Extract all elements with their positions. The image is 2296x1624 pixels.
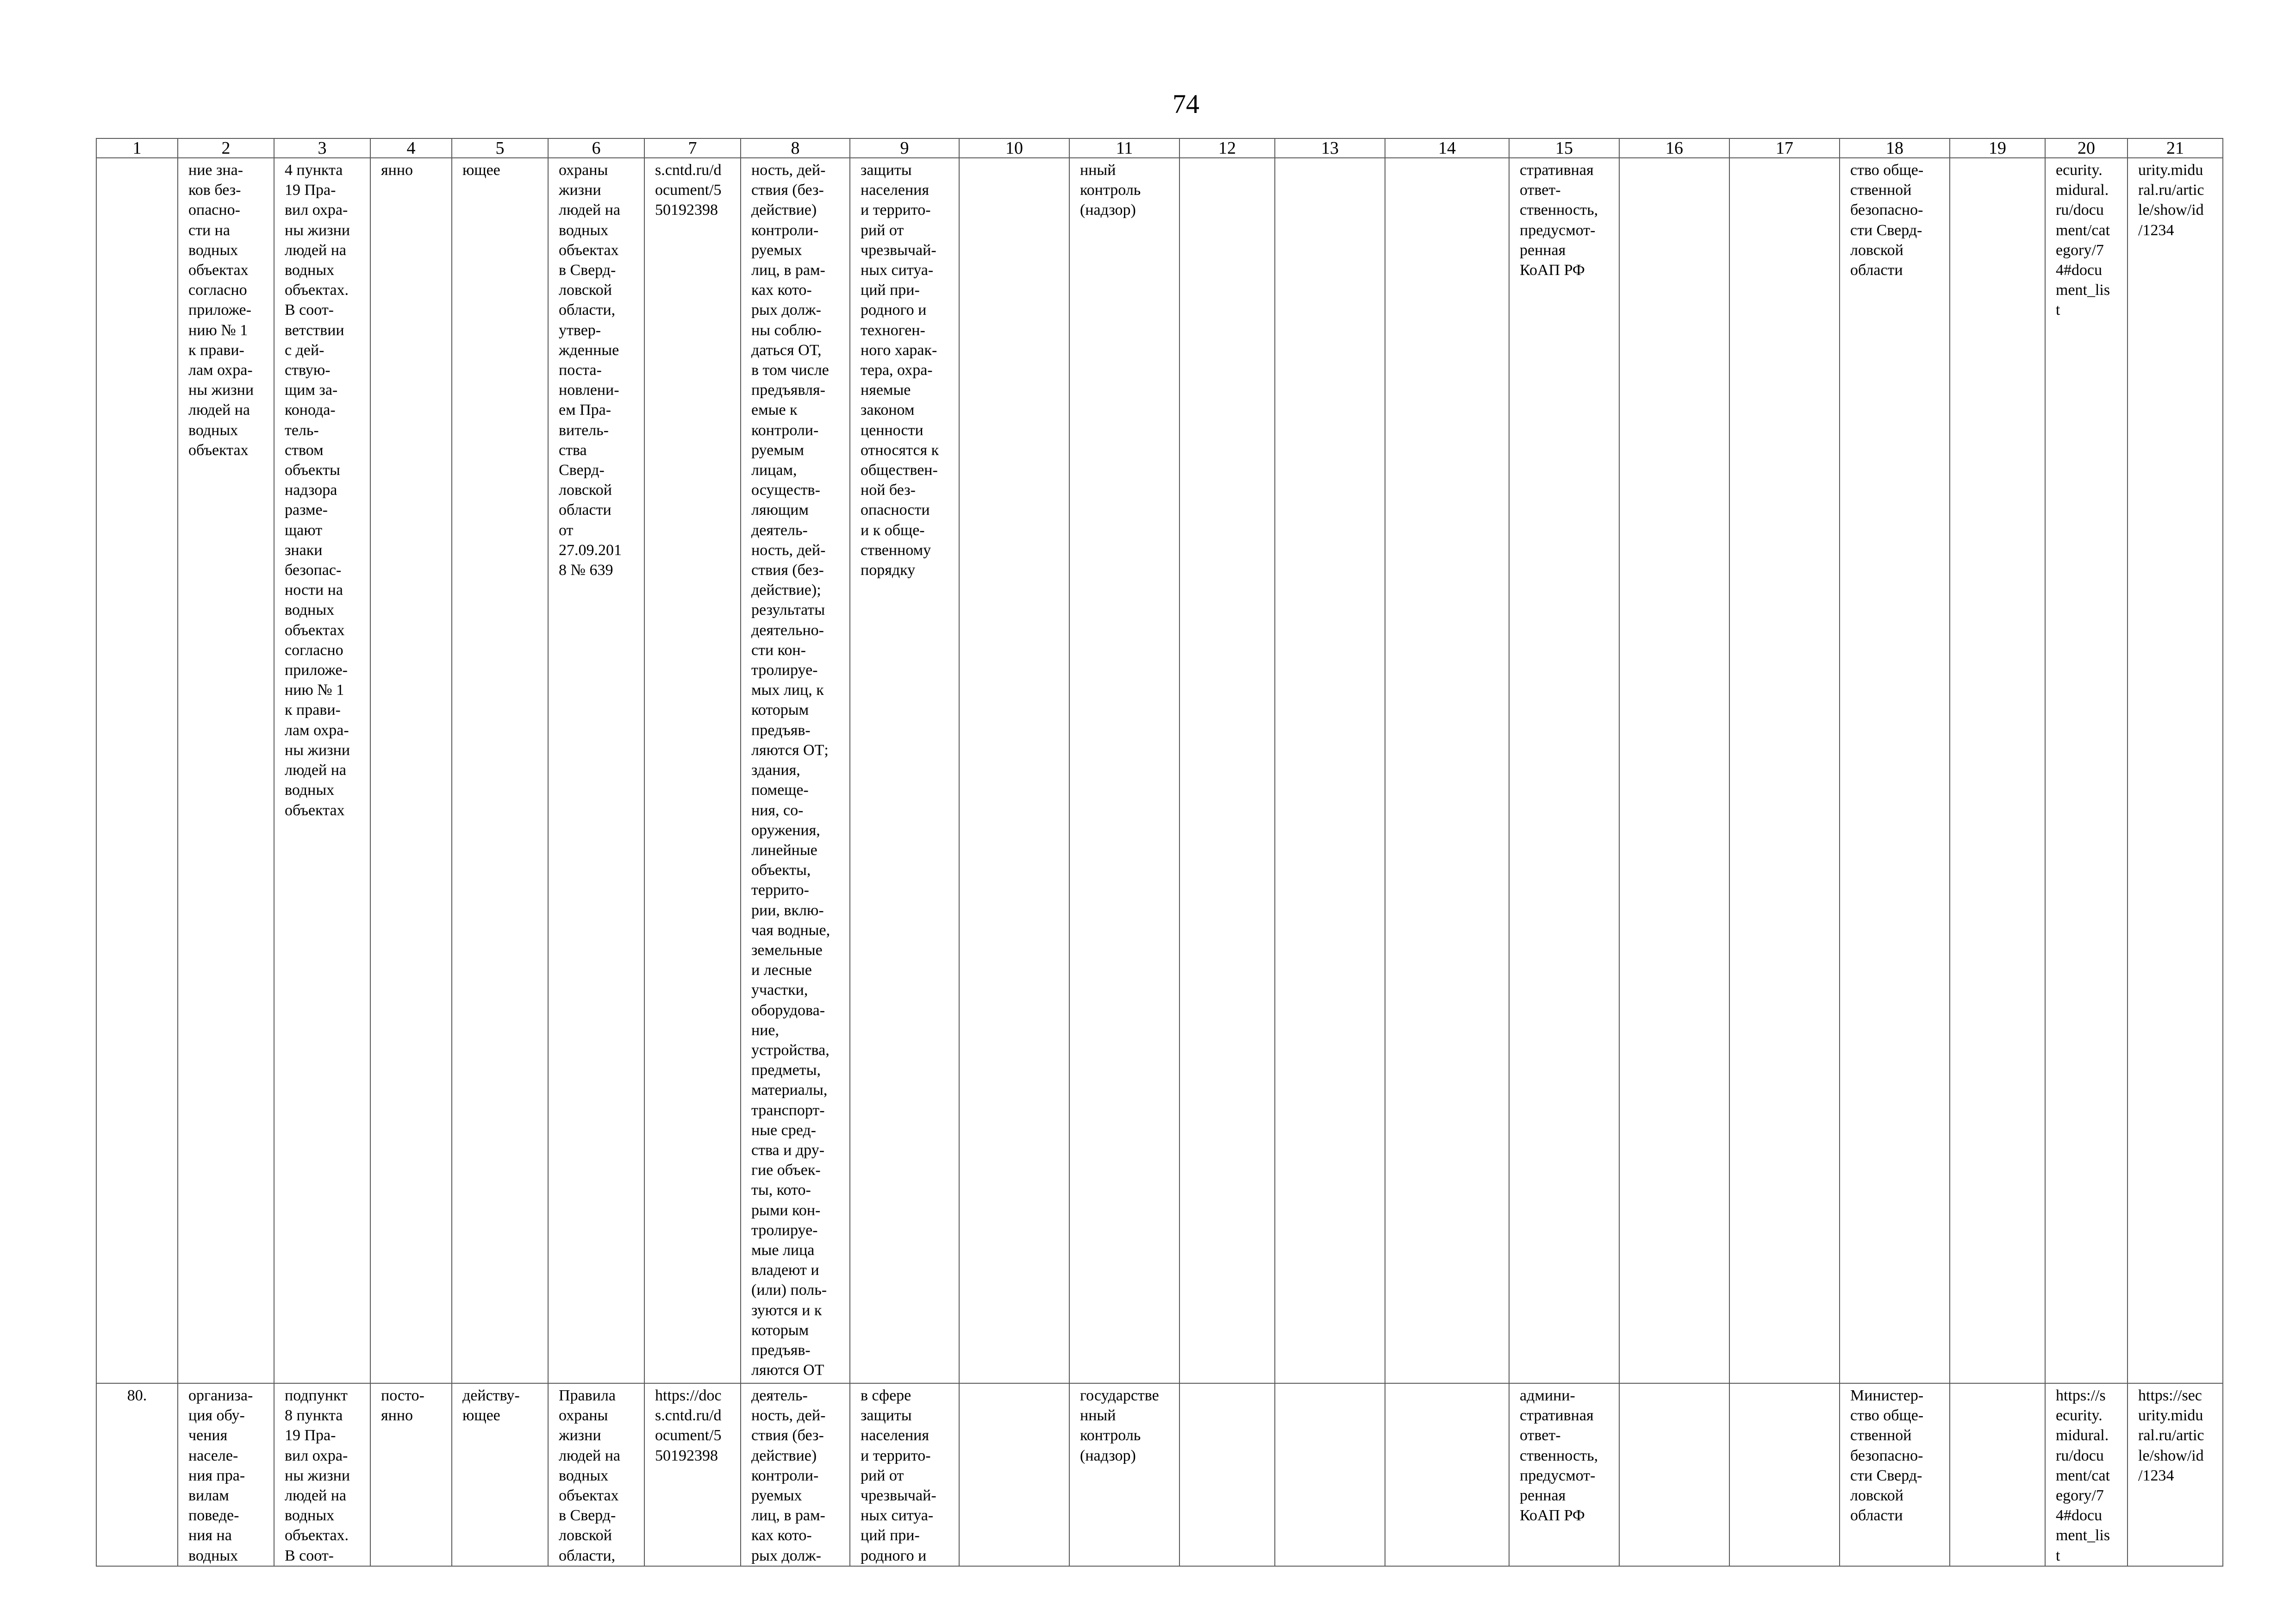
column-number: 2 xyxy=(178,138,274,158)
column-number: 11 xyxy=(1069,138,1179,158)
status-cell: ющее xyxy=(452,158,548,1383)
act-link-cell[interactable]: https://doc s.cntd.ru/d ocument/5 50192398 xyxy=(644,1383,741,1566)
table-cell xyxy=(1950,1383,2045,1566)
regulation-table xyxy=(96,138,2223,1567)
table-cell xyxy=(1179,158,1275,1383)
article-link-cell[interactable]: https://sec urity.midu ral.ru/artic le/show/id /1234 xyxy=(2128,1383,2223,1566)
column-number: 6 xyxy=(548,138,644,158)
column-number: 14 xyxy=(1385,138,1509,158)
control-object-cell: ность, дей- ствия (без- действие) контроли- руемых лиц, в рам- ках кото- рых долж- ны соблю- даться ОТ, в том числе предъявля- емые к контроли- руемым лицам, осуществ- ляющим деятель- ность, дей- ствия (без- действие); результаты деятельно- сти кон- тролируе- мых лиц, к которым предъяв- ляются ОТ; здания, помеще- ния, со- оружения, линейные объекты, террито- рии, вклю- чая водные, земельные и лесные участки, оборудова- ние, устройства, предметы, материалы, транспорт- ные сред- ства и дру- гие объек- ты, кото- рыми кон- тролируе- мые лица владеют и (или) поль- зуются и к которым предъяв- ляются ОТ xyxy=(741,158,850,1383)
table-cell xyxy=(959,1383,1069,1566)
act-link-cell[interactable]: s.cntd.ru/d ocument/5 50192398 xyxy=(644,158,741,1383)
column-number: 15 xyxy=(1509,138,1619,158)
table-cell xyxy=(1619,1383,1729,1566)
column-number: 8 xyxy=(741,138,850,158)
column-number: 20 xyxy=(2045,138,2128,158)
table-row xyxy=(96,1383,2223,1566)
legal-act-cell: Правила охраны жизни людей на водных объектах в Сверд- ловской области, xyxy=(548,1383,644,1566)
liability-cell: админи- стративная ответ- ственность, предусмот- ренная КоАП РФ xyxy=(1509,1383,1619,1566)
table-cell xyxy=(1619,158,1729,1383)
status-cell: действу- ющее xyxy=(452,1383,548,1566)
table-cell xyxy=(1179,1383,1275,1566)
document-link-cell[interactable]: https://s ecurity. midural. ru/docu ment/cat egory/7 4#docu ment_lis t xyxy=(2045,1383,2128,1566)
column-number-row xyxy=(96,138,2223,158)
periodicity-cell: посто- янно xyxy=(370,1383,452,1566)
row-number-cell: 80. xyxy=(96,1383,178,1566)
control-object-cell: деятель- ность, дей- ствия (без- действие) контроли- руемых лиц, в рам- ках кото- рых долж- xyxy=(741,1383,850,1566)
table-cell xyxy=(1950,158,2045,1383)
row-number-cell xyxy=(96,158,178,1383)
legal-act-cell: охраны жизни людей на водных объектах в Сверд- ловской области, утвер- жденные поста- новлени- ем Пра- витель- ства Сверд- ловской области от 27.09.201 8 № 639 xyxy=(548,158,644,1383)
liability-cell: стративная ответ- ственность, предусмот- ренная КоАП РФ xyxy=(1509,158,1619,1383)
table-row xyxy=(96,158,2223,1383)
column-number: 12 xyxy=(1179,138,1275,158)
table-cell xyxy=(1275,158,1385,1383)
column-number: 19 xyxy=(1950,138,2045,158)
column-number: 5 xyxy=(452,138,548,158)
periodicity-cell: янно xyxy=(370,158,452,1383)
protected-values-cell: в сфере защиты населения и террито- рий от чрезвычай- ных ситуа- ций при- родного и xyxy=(850,1383,959,1566)
authority-cell: ство обще- ственной безопасно- сти Сверд- ловской области xyxy=(1840,158,1950,1383)
control-type-cell: нный контроль (надзор) xyxy=(1069,158,1179,1383)
table-cell xyxy=(1729,158,1840,1383)
requirement-cell: подпункт 8 пункта 19 Пра- вил охра- ны жизни людей на водных объектах. В соот- xyxy=(274,1383,370,1566)
column-number: 21 xyxy=(2128,138,2223,158)
column-number: 9 xyxy=(850,138,959,158)
table-cell xyxy=(1385,158,1509,1383)
activity-cell: ние зна- ков без- опасно- сти на водных объектах согласно приложе- нию № 1 к прави- лам охра- ны жизни людей на водных объектах xyxy=(178,158,274,1383)
requirement-cell: 4 пункта 19 Пра- вил охра- ны жизни людей на водных объектах. В соот- ветствии с дей- ствую- щим за- конода- тель- ством объекты надзора разме- щают знаки безопас- ности на водных объектах согласно приложе- нию № 1 к прави- лам охра- ны жизни людей на водных объектах xyxy=(274,158,370,1383)
column-number: 1 xyxy=(96,138,178,158)
column-number: 17 xyxy=(1729,138,1840,158)
column-number: 10 xyxy=(959,138,1069,158)
document-link-cell[interactable]: ecurity. midural. ru/docu ment/cat egory/7 4#docu ment_lis t xyxy=(2045,158,2128,1383)
table-cell xyxy=(1275,1383,1385,1566)
column-number: 13 xyxy=(1275,138,1385,158)
table-cell xyxy=(1729,1383,1840,1566)
column-number: 18 xyxy=(1840,138,1950,158)
authority-cell: Министер- ство обще- ственной безопасно- сти Сверд- ловской области xyxy=(1840,1383,1950,1566)
page-number: 74 xyxy=(1173,89,1199,119)
column-number: 3 xyxy=(274,138,370,158)
protected-values-cell: защиты населения и террито- рий от чрезвычай- ных ситуа- ций при- родного и техноген- ного харак- тера, охра- няемые законом ценности относятся к обществен- ной без- опасности и к обще- ственному порядку xyxy=(850,158,959,1383)
article-link-cell[interactable]: urity.midu ral.ru/artic le/show/id /1234 xyxy=(2128,158,2223,1383)
column-number: 4 xyxy=(370,138,452,158)
activity-cell: организа- ция обу- чения населе- ния пра- вилам поведе- ния на водных xyxy=(178,1383,274,1566)
column-number: 16 xyxy=(1619,138,1729,158)
control-type-cell: государстве нный контроль (надзор) xyxy=(1069,1383,1179,1566)
table-cell xyxy=(959,158,1069,1383)
table-cell xyxy=(1385,1383,1509,1566)
column-number: 7 xyxy=(644,138,741,158)
